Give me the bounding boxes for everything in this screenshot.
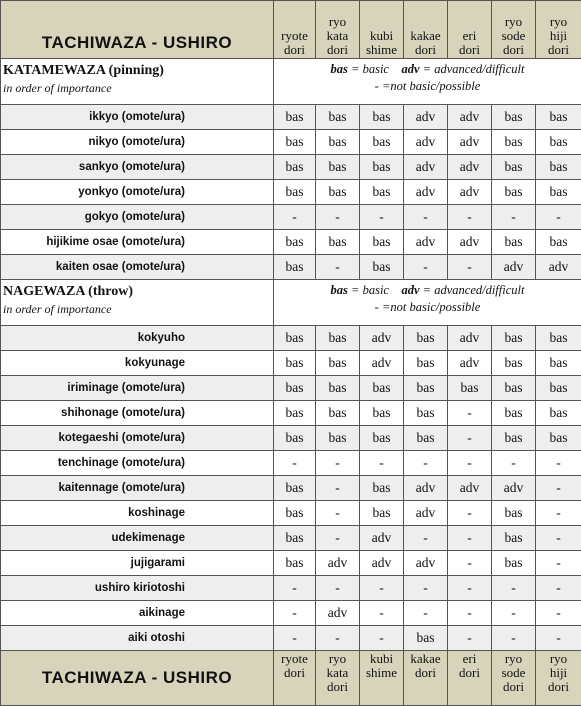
rating-cell: bas — [316, 130, 360, 155]
rating-cell: - — [536, 526, 581, 551]
legend-adv-term: adv — [401, 62, 419, 76]
rating-cell: bas — [316, 351, 360, 376]
rating-cell: bas — [536, 130, 581, 155]
rating-cell: adv — [360, 526, 404, 551]
table-row — [1, 326, 581, 351]
rating-cell: - — [536, 501, 581, 526]
section-header-katamewaza — [1, 59, 581, 105]
rating-cell: - — [316, 526, 360, 551]
column-header-ryo-sode-dori — [492, 651, 536, 706]
rating-cell: bas — [274, 230, 316, 255]
column-header-kakae-dori — [404, 651, 448, 706]
technique-name: hijikime osae (omote/ura) — [1, 230, 274, 255]
rating-cell: bas — [404, 376, 448, 401]
rating-cell: bas — [492, 130, 536, 155]
technique-name: shihonage (omote/ura) — [1, 401, 274, 426]
rating-cell: - — [360, 601, 404, 626]
rating-cell: bas — [360, 180, 404, 205]
rating-cell: adv — [316, 551, 360, 576]
technique-name: tenchinage (omote/ura) — [1, 451, 274, 476]
rating-cell: bas — [404, 626, 448, 651]
rating-cell: - — [404, 255, 448, 280]
rating-cell: - — [316, 626, 360, 651]
rating-cell: bas — [360, 255, 404, 280]
column-header-kubi-shime — [360, 1, 404, 59]
rating-cell: bas — [360, 426, 404, 451]
column-header-ryote-dori — [274, 1, 316, 59]
rating-cell: - — [274, 626, 316, 651]
column-header-word: eri — [448, 652, 491, 666]
technique-name: sankyo (omote/ura) — [1, 155, 274, 180]
rating-cell: - — [448, 255, 492, 280]
rating-cell: bas — [274, 130, 316, 155]
column-header-word: dori — [492, 680, 535, 694]
column-header-word: hiji — [536, 29, 581, 43]
rating-cell: - — [360, 576, 404, 601]
rating-cell: adv — [492, 476, 536, 501]
header-row-bottom — [1, 651, 581, 706]
rating-cell: - — [448, 601, 492, 626]
rating-cell: - — [404, 205, 448, 230]
rating-cell: bas — [492, 351, 536, 376]
technique-name: aikinage — [1, 601, 274, 626]
rating-cell: - — [274, 451, 316, 476]
table-title: TACHIWAZA - USHIRO — [1, 1, 274, 59]
section-note: in order of importance — [3, 80, 273, 96]
section-name: NAGEWAZA (throw) — [3, 283, 273, 301]
legend-line-1 — [274, 282, 581, 299]
technique-name: koshinage — [1, 501, 274, 526]
rating-cell: - — [360, 205, 404, 230]
rating-cell: bas — [492, 501, 536, 526]
rating-cell: adv — [448, 105, 492, 130]
rating-cell: - — [448, 626, 492, 651]
column-header-word: kakae — [404, 652, 447, 666]
rating-cell: - — [404, 526, 448, 551]
rating-cell: bas — [274, 105, 316, 130]
column-header-word: dori — [448, 666, 491, 680]
rating-cell: bas — [536, 401, 581, 426]
rating-cell: bas — [274, 351, 316, 376]
rating-cell: bas — [274, 401, 316, 426]
rating-cell: bas — [492, 551, 536, 576]
table-row — [1, 476, 581, 501]
rating-cell: bas — [274, 551, 316, 576]
rating-cell: bas — [316, 401, 360, 426]
column-header-word: dori — [448, 43, 491, 57]
column-header-word: kakae — [404, 29, 447, 43]
technique-name: ikkyo (omote/ura) — [1, 105, 274, 130]
rating-cell: - — [274, 576, 316, 601]
column-header-word: ryo — [316, 652, 359, 666]
rating-cell: bas — [360, 476, 404, 501]
table-row — [1, 351, 581, 376]
rating-cell: adv — [536, 255, 581, 280]
legend-line-1 — [274, 61, 581, 78]
section-title-cell — [1, 280, 274, 326]
table-title: TACHIWAZA - USHIRO — [1, 651, 274, 706]
column-header-word: eri — [448, 29, 491, 43]
rating-cell: bas — [536, 230, 581, 255]
rating-cell: bas — [492, 180, 536, 205]
rating-cell: - — [404, 601, 448, 626]
legend-line-2: - =not basic/possible — [274, 78, 581, 95]
rating-cell: bas — [360, 376, 404, 401]
technique-name: jujigarami — [1, 551, 274, 576]
table-row — [1, 155, 581, 180]
legend — [274, 59, 581, 105]
rating-cell: bas — [536, 180, 581, 205]
table-row — [1, 426, 581, 451]
rating-cell: - — [316, 501, 360, 526]
rating-cell: bas — [360, 155, 404, 180]
rating-cell: - — [404, 576, 448, 601]
rating-cell: adv — [404, 501, 448, 526]
column-header-kubi-shime — [360, 651, 404, 706]
table-row — [1, 130, 581, 155]
section-name: KATAMEWAZA (pinning) — [3, 62, 273, 80]
rating-cell: - — [316, 205, 360, 230]
rating-cell: - — [448, 501, 492, 526]
column-header-word: ryote — [274, 29, 315, 43]
legend-adv-desc: = advanced/difficult — [420, 62, 525, 76]
rating-cell: - — [536, 601, 581, 626]
column-header-eri-dori — [448, 1, 492, 59]
rating-cell: - — [448, 451, 492, 476]
legend-bas-desc: = basic — [348, 283, 389, 297]
rating-cell: adv — [404, 551, 448, 576]
column-header-word: dori — [316, 43, 359, 57]
rating-cell: bas — [448, 376, 492, 401]
rating-cell: - — [360, 451, 404, 476]
column-header-word: dori — [404, 43, 447, 57]
rating-cell: bas — [404, 426, 448, 451]
rating-cell: bas — [492, 526, 536, 551]
rating-cell: bas — [492, 326, 536, 351]
column-header-word: sode — [492, 666, 535, 680]
column-header-ryote-dori — [274, 651, 316, 706]
rating-cell: - — [274, 601, 316, 626]
rating-cell: bas — [274, 326, 316, 351]
rating-cell: adv — [448, 351, 492, 376]
rating-cell: adv — [448, 326, 492, 351]
rating-cell: - — [316, 476, 360, 501]
rating-cell: - — [404, 451, 448, 476]
rating-cell: bas — [360, 230, 404, 255]
table-row — [1, 180, 581, 205]
column-header-eri-dori — [448, 651, 492, 706]
rating-cell: bas — [274, 155, 316, 180]
header-row-top — [1, 1, 581, 59]
section-header-nagewaza — [1, 280, 581, 326]
rating-cell: - — [492, 451, 536, 476]
rating-cell: adv — [404, 476, 448, 501]
technique-name: ushiro kiriotoshi — [1, 576, 274, 601]
rating-cell: bas — [274, 501, 316, 526]
rating-cell: bas — [316, 105, 360, 130]
rating-cell: bas — [492, 376, 536, 401]
rating-cell: - — [536, 576, 581, 601]
table-row — [1, 451, 581, 476]
rating-cell: - — [492, 626, 536, 651]
column-header-word: kubi — [360, 29, 403, 43]
rating-cell: - — [360, 626, 404, 651]
technique-name: kokyunage — [1, 351, 274, 376]
rating-cell: - — [492, 205, 536, 230]
rating-cell: - — [316, 451, 360, 476]
rating-cell: adv — [316, 601, 360, 626]
rating-cell: adv — [360, 551, 404, 576]
rating-cell: bas — [360, 501, 404, 526]
column-header-word: kata — [316, 29, 359, 43]
technique-name: udekimenage — [1, 526, 274, 551]
column-header-word: ryo — [536, 652, 581, 666]
rating-cell: - — [536, 476, 581, 501]
table-row — [1, 230, 581, 255]
rating-cell: adv — [360, 326, 404, 351]
rating-cell: bas — [360, 130, 404, 155]
rating-cell: bas — [536, 155, 581, 180]
rating-cell: - — [448, 576, 492, 601]
table-row — [1, 205, 581, 230]
technique-name: kaiten osae (omote/ura) — [1, 255, 274, 280]
table-row — [1, 626, 581, 651]
technique-name: gokyo (omote/ura) — [1, 205, 274, 230]
column-header-kakae-dori — [404, 1, 448, 59]
rating-cell: - — [536, 551, 581, 576]
rating-cell: - — [274, 205, 316, 230]
rating-cell: bas — [492, 426, 536, 451]
rating-cell: adv — [404, 130, 448, 155]
column-header-ryo-sode-dori — [492, 1, 536, 59]
rating-cell: bas — [536, 326, 581, 351]
table-row — [1, 401, 581, 426]
column-header-ryo-hiji-dori — [536, 1, 581, 59]
legend-adv-term: adv — [401, 283, 419, 297]
column-header-word: dori — [404, 666, 447, 680]
technique-name: aiki otoshi — [1, 626, 274, 651]
section-title-cell — [1, 59, 274, 105]
column-header-word: hiji — [536, 666, 581, 680]
rating-cell: bas — [316, 180, 360, 205]
legend-adv-desc: = advanced/difficult — [420, 283, 525, 297]
rating-cell: - — [536, 451, 581, 476]
rating-cell: bas — [274, 180, 316, 205]
table-row — [1, 105, 581, 130]
column-header-word: ryo — [316, 15, 359, 29]
rating-cell: adv — [360, 351, 404, 376]
rating-cell: bas — [360, 105, 404, 130]
rating-cell: bas — [316, 326, 360, 351]
column-header-ryo-kata-dori — [316, 651, 360, 706]
rating-cell: adv — [448, 180, 492, 205]
rating-cell: bas — [274, 255, 316, 280]
technique-name: kokyuho — [1, 326, 274, 351]
technique-name: yonkyo (omote/ura) — [1, 180, 274, 205]
rating-cell: bas — [360, 401, 404, 426]
rating-cell: adv — [448, 230, 492, 255]
rating-cell: adv — [404, 230, 448, 255]
rating-cell: bas — [536, 351, 581, 376]
table-row — [1, 376, 581, 401]
rating-cell: adv — [404, 105, 448, 130]
rating-cell: - — [448, 205, 492, 230]
rating-cell: adv — [492, 255, 536, 280]
rating-cell: adv — [404, 155, 448, 180]
rating-cell: - — [448, 526, 492, 551]
legend-bas-term: bas — [331, 283, 348, 297]
rating-cell: - — [536, 205, 581, 230]
column-header-ryo-hiji-dori — [536, 651, 581, 706]
legend — [274, 280, 581, 326]
section-note: in order of importance — [3, 301, 273, 317]
rating-cell: bas — [536, 105, 581, 130]
column-header-word: kubi — [360, 652, 403, 666]
rating-cell: adv — [448, 476, 492, 501]
technique-name: kotegaeshi (omote/ura) — [1, 426, 274, 451]
table-row — [1, 255, 581, 280]
rating-cell: - — [448, 401, 492, 426]
rating-cell: adv — [448, 155, 492, 180]
rating-cell: bas — [316, 230, 360, 255]
table-row — [1, 501, 581, 526]
rating-cell: bas — [404, 326, 448, 351]
rating-cell: bas — [492, 105, 536, 130]
column-header-word: dori — [274, 666, 315, 680]
technique-name: kaitennage (omote/ura) — [1, 476, 274, 501]
legend-bas-desc: = basic — [348, 62, 389, 76]
rating-cell: bas — [492, 401, 536, 426]
column-header-word: ryo — [492, 652, 535, 666]
rating-cell: - — [448, 426, 492, 451]
rating-cell: bas — [316, 376, 360, 401]
column-header-word: sode — [492, 29, 535, 43]
rating-cell: adv — [404, 180, 448, 205]
column-header-word: shime — [360, 43, 403, 57]
technique-name: iriminage (omote/ura) — [1, 376, 274, 401]
legend-bas-term: bas — [331, 62, 348, 76]
legend-line-2: - =not basic/possible — [274, 299, 581, 316]
rating-cell: bas — [536, 376, 581, 401]
table-row — [1, 551, 581, 576]
column-header-word: ryo — [536, 15, 581, 29]
rating-cell: bas — [536, 426, 581, 451]
rating-cell: bas — [274, 376, 316, 401]
rating-cell: - — [536, 626, 581, 651]
column-header-word: ryote — [274, 652, 315, 666]
table-row — [1, 576, 581, 601]
rating-cell: adv — [448, 130, 492, 155]
table-row — [1, 526, 581, 551]
rating-cell: bas — [404, 351, 448, 376]
rating-cell: bas — [274, 426, 316, 451]
rating-cell: bas — [404, 401, 448, 426]
rating-cell: - — [316, 576, 360, 601]
rating-cell: bas — [274, 476, 316, 501]
rating-cell: - — [492, 576, 536, 601]
column-header-word: dori — [536, 680, 581, 694]
rating-cell: - — [448, 551, 492, 576]
table-row — [1, 601, 581, 626]
rating-cell: - — [316, 255, 360, 280]
rating-cell: bas — [316, 426, 360, 451]
rating-cell: bas — [316, 155, 360, 180]
column-header-ryo-kata-dori — [316, 1, 360, 59]
rating-cell: bas — [274, 526, 316, 551]
column-header-word: dori — [492, 43, 535, 57]
column-header-word: dori — [536, 43, 581, 57]
rating-cell: - — [492, 601, 536, 626]
column-header-word: shime — [360, 666, 403, 680]
rating-cell: bas — [492, 155, 536, 180]
column-header-word: ryo — [492, 15, 535, 29]
column-header-word: kata — [316, 666, 359, 680]
technique-name: nikyo (omote/ura) — [1, 130, 274, 155]
column-header-word: dori — [316, 680, 359, 694]
rating-cell: bas — [492, 230, 536, 255]
column-header-word: dori — [274, 43, 315, 57]
